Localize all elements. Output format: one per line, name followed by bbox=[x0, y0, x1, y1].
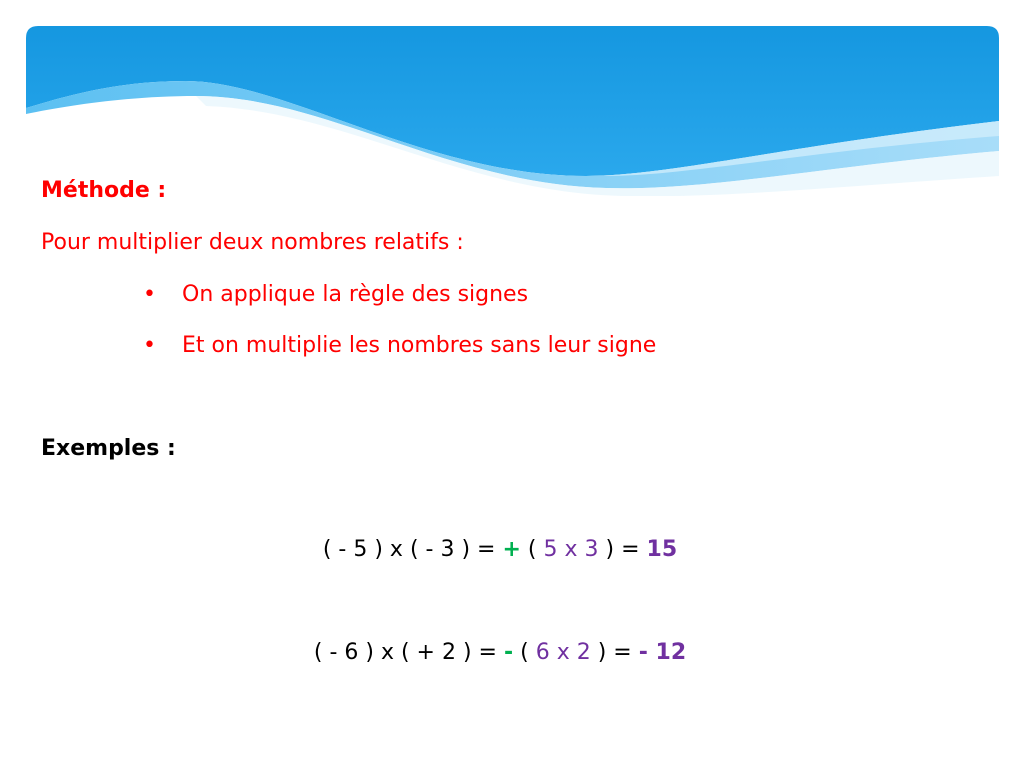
equation-open-paren: ( bbox=[527, 537, 537, 562]
equation-inner-product: 6 x 2 bbox=[535, 640, 591, 665]
bullet-item bbox=[143, 331, 656, 361]
equation-close-paren: ) = bbox=[597, 640, 632, 665]
equation-open-paren: ( bbox=[520, 640, 529, 665]
equation-lhs: ( - 6 ) x ( + 2 ) = bbox=[313, 640, 497, 665]
equation-lhs: ( - 5 ) x ( - 3 ) = bbox=[322, 537, 496, 562]
bullet-marker: • bbox=[143, 282, 156, 307]
methode-title: Méthode : bbox=[41, 178, 167, 203]
bullet-item bbox=[143, 280, 528, 310]
example-equation-1 bbox=[0, 535, 1000, 565]
bullet-marker: • bbox=[143, 333, 156, 358]
bullet-text: Et on multiplie les nombres sans leur signe bbox=[182, 333, 657, 358]
equation-sign: - bbox=[503, 640, 514, 665]
example-equation-2 bbox=[0, 638, 1000, 668]
bullet-text: On applique la règle des signes bbox=[182, 282, 529, 307]
equation-result: 15 bbox=[646, 537, 678, 562]
equation-close-paren: ) = bbox=[605, 537, 640, 562]
exemples-title: Exemples : bbox=[41, 436, 176, 461]
methode-intro: Pour multiplier deux nombres relatifs : bbox=[41, 230, 464, 255]
equation-inner-product: 5 x 3 bbox=[543, 537, 599, 562]
equation-result: - 12 bbox=[638, 640, 687, 665]
equation-sign: + bbox=[502, 537, 521, 562]
